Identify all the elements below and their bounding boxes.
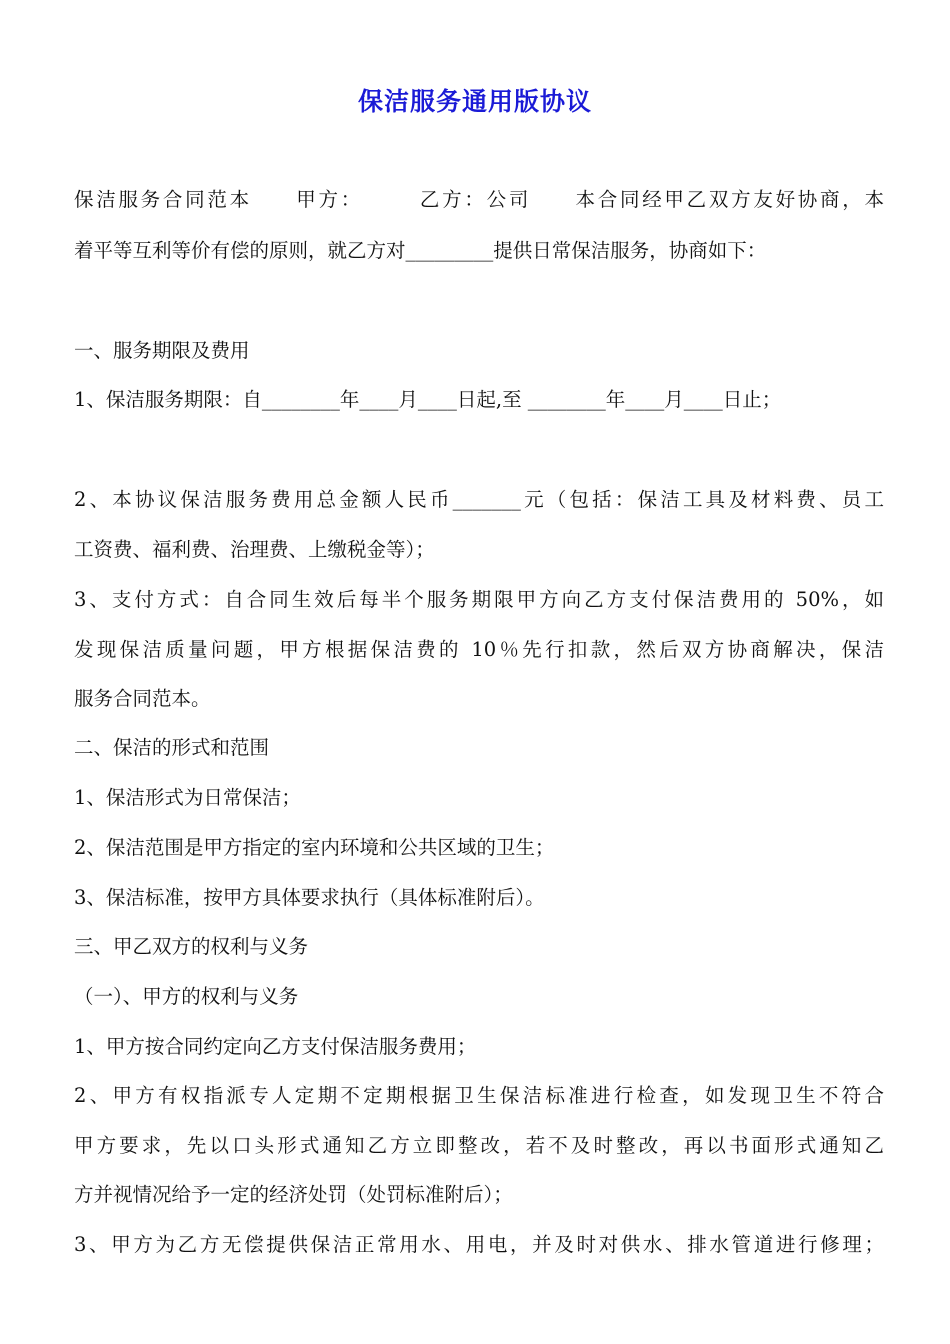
paragraph-line: 服务合同范本。	[74, 687, 211, 710]
paragraph-line: 1、保洁形式为日常保洁；	[74, 786, 301, 809]
paragraph-line: 3、甲方为乙方无偿提供保洁正常用水、用电，并及时对供水、排水管道进行修理；	[74, 1233, 884, 1256]
paragraph-line: 甲方要求，先以口头形式通知乙方立即整改，若不及时整改，再以书面形式通知乙	[74, 1134, 884, 1157]
paragraph-line: 着平等互利等价有偿的原则，就乙方对_________提供日常保洁服务，协商如下：	[74, 239, 767, 262]
section-heading: 二、保洁的形式和范围	[74, 736, 270, 759]
section-heading: 三、甲乙双方的权利与义务	[74, 935, 309, 958]
paragraph-line: 方并视情况给予一定的经济处罚（处罚标准附后）；	[74, 1183, 513, 1206]
paragraph-line: 1、甲方按合同约定向乙方支付保洁服务费用；	[74, 1035, 477, 1058]
paragraph-line: 1、保洁服务期限：自________年____月____日起,至 ________年____月____日止；	[74, 388, 782, 411]
document-title: 保洁服务通用版协议	[357, 87, 592, 116]
paragraph-line: 2、甲方有权指派专人定期不定期根据卫生保洁标准进行检查，如发现卫生不符合	[74, 1084, 884, 1107]
paragraph-line: 2、保洁范围是甲方指定的室内环境和公共区域的卫生；	[74, 836, 555, 859]
paragraph-line: 发现保洁质量问题，甲方根据保洁费的 10％先行扣款，然后双方协商解决，保洁	[74, 638, 884, 661]
paragraph-line: 保洁服务合同范本 甲方： 乙方：公司 本合同经甲乙双方友好协商，本	[74, 188, 884, 211]
subsection-heading: （一）、甲方的权利与义务	[74, 985, 299, 1008]
section-heading: 一、服务期限及费用	[74, 339, 250, 362]
paragraph-line: 3、保洁标准，按甲方具体要求执行（具体标准附后）。	[74, 886, 545, 909]
paragraph-line: 2、本协议保洁服务费用总金额人民币_______元（包括：保洁工具及材料费、员工	[74, 488, 884, 511]
paragraph-line: 工资费、福利费、治理费、上缴税金等）；	[74, 538, 435, 561]
paragraph-line: 3、支付方式：自合同生效后每半个服务期限甲方向乙方支付保洁费用的 50%，如	[74, 588, 884, 611]
